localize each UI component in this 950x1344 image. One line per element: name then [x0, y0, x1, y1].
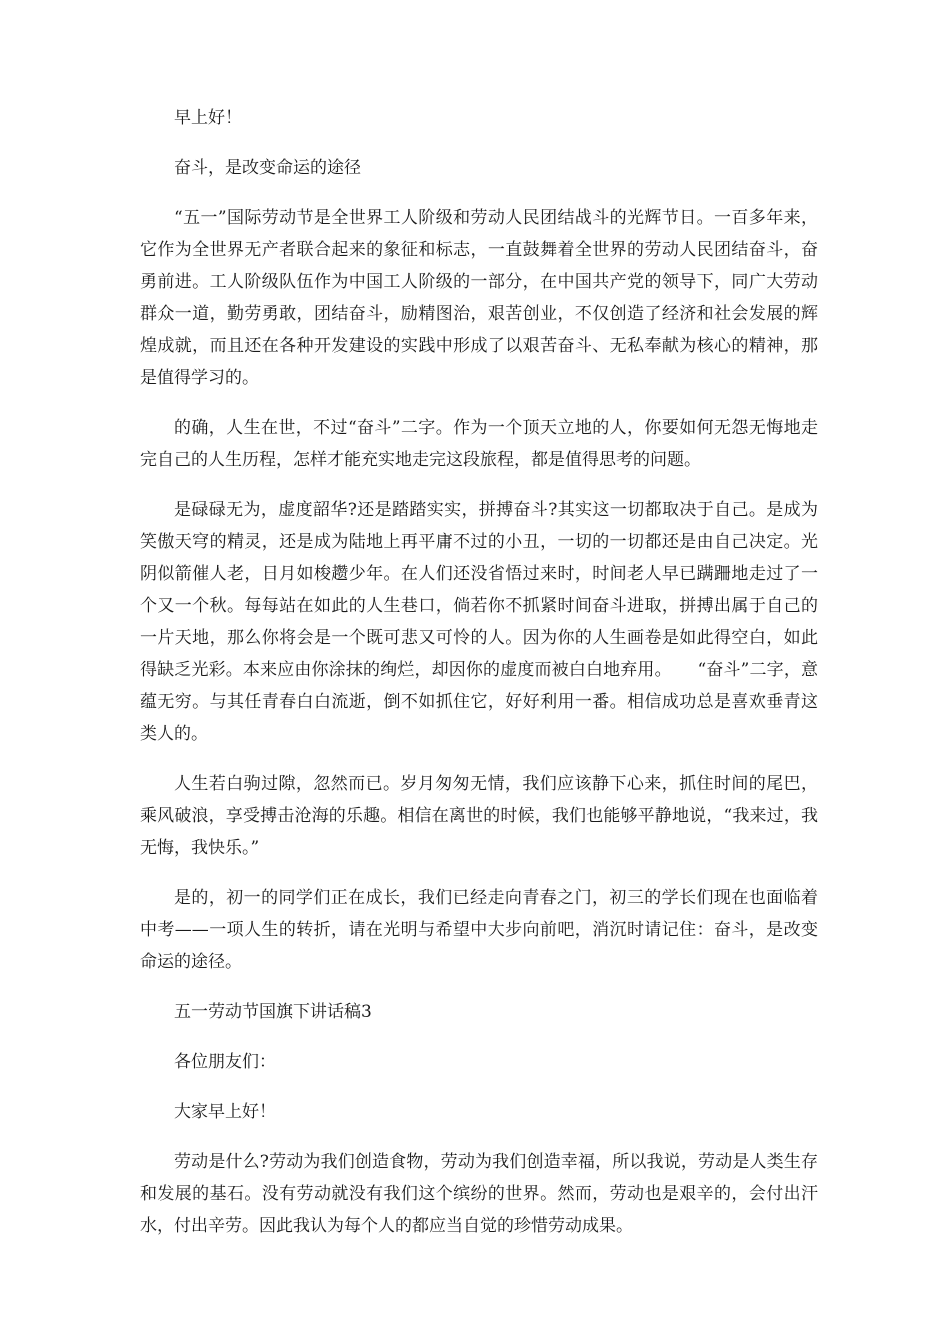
paragraph-greeting: 大家早上好！ — [174, 1102, 276, 1122]
section-title: 五一劳动节国旗下讲话稿3 — [174, 1002, 372, 1022]
paragraph-heading: 奋斗，是改变命运的途径 — [174, 158, 361, 178]
paragraph: 人生若白驹过隙，忽然而已。岁月匆匆无情，我们应该静下心来，抓住时间的尾巴，乘风破浪，享受搏击沧海的乐趣。相信在离世的时候，我们也能够平静地说，“我来过，我无悔，我快乐。” — [140, 774, 818, 858]
paragraph-greeting: 早上好！ — [174, 108, 242, 128]
paragraph: 劳动是什么?劳动为我们创造食物，劳动为我们创造幸福，所以我说，劳动是人类生存和发展的基石。没有劳动就没有我们这个缤纷的世界。然而，劳动也是艰辛的，会付出汗水，付出辛劳。因此我认为每个人的都应当自觉的珍惜劳动成果。 — [140, 1152, 818, 1236]
paragraph: 是的，初一的同学们正在成长，我们已经走向青春之门，初三的学长们现在也面临着中考——一项人生的转折，请在光明与希望中大步向前吧，消沉时请记住：奋斗，是改变命运的途径。 — [140, 888, 818, 972]
paragraph: “五一”国际劳动节是全世界工人阶级和劳动人民团结战斗的光辉节日。一百多年来，它作为全世界无产者联合起来的象征和标志，一直鼓舞着全世界的劳动人民团结奋斗，奋勇前进。工人阶级队伍作为中国工人阶级的一部分，在中国共产党的领导下，同广大劳动群众一道，勤劳勇敢，团结奋斗，励精图治，艰苦创业，不仅创造了经济和社会发展的辉煌成就，而且还在各种开发建设的实践中形成了以艰苦奋斗、无私奉献为核心的精神，那是值得学习的。 — [140, 208, 818, 388]
paragraph: 的确，人生在世，不过“奋斗”二字。作为一个顶天立地的人，你要如何无怨无悔地走完自己的人生历程，怎样才能充实地走完这段旅程，都是值得思考的问题。 — [140, 418, 818, 470]
document-body — [140, 102, 818, 1260]
salutation: 各位朋友们： — [174, 1052, 276, 1072]
paragraph: 是碌碌无为，虚度韶华?还是踏踏实实，拼搏奋斗?其实这一切都取决于自己。是成为笑傲天穹的精灵，还是成为陆地上再平庸不过的小丑，一切的一切都还是由自己决定。光阴似箭催人老，日月如梭趱少年。在人们还没省悟过来时，时间老人早已蹒跚地走过了一个又一个秋。每每站在如此的人生巷口，倘若你不抓紧时间奋斗进取，拼搏出属于自己的一片天地，那么你将会是一个既可悲又可怜的人。因为你的人生画卷是如此得空白，如此得缺乏光彩。本来应由你涂抹的绚烂，却因你的虚度而被白白地弃用。 “奋斗”二字，意蕴无穷。与其任青春白白流逝，倒不如抓住它，好好利用一番。相信成功总是喜欢垂青这类人的。 — [140, 500, 818, 744]
